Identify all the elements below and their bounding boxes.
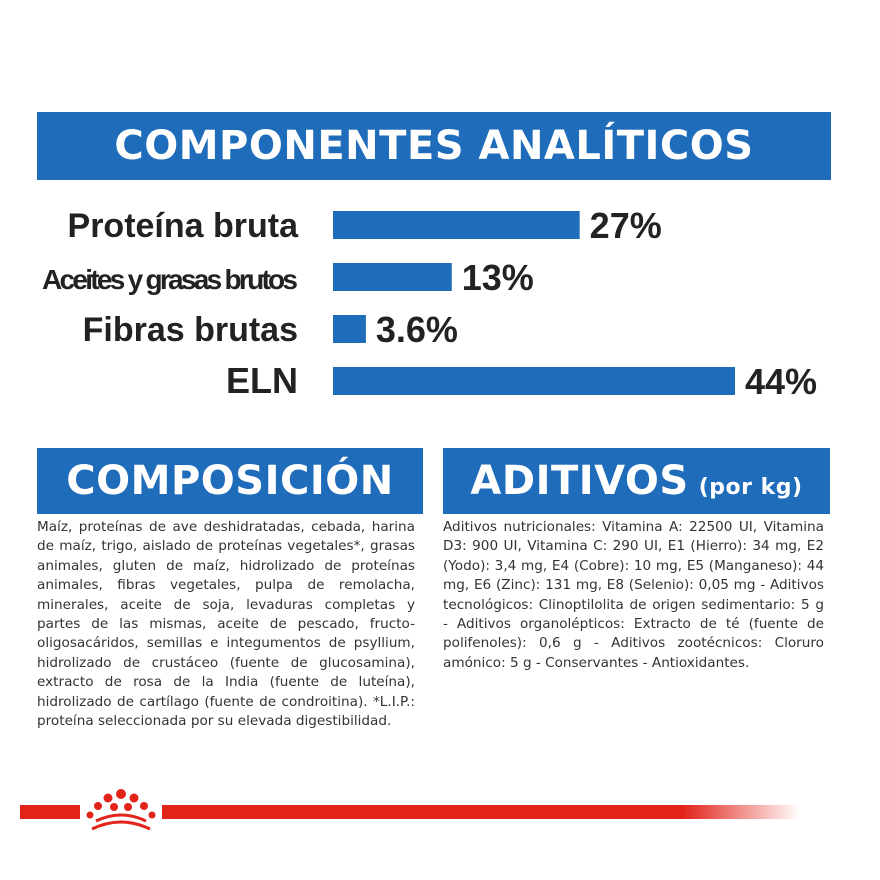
bar <box>333 211 580 239</box>
bar <box>333 315 366 343</box>
category-label: ELN <box>226 360 298 401</box>
additives-subtitle: (por kg) <box>698 474 803 500</box>
additives-text: Aditivos nutricionales: Vitamina A: 22500 UI, Vitamina D3: 900 UI, Vitamina C: 290 UI, E1 (Hierro): 34 mg, E2 (Yodo): 3,4 mg, E4 (Cobre): 10 mg, E5 (Manganeso): 44 mg, E6 (Zinc): 131 mg, E8 (Selenio): 0,05 mg - Aditivos tecnológicos: Clinoptilolita de origen sedimentario: 5 g - Aditivos organolépticos: Extracto de té (fuente de polifenoles): 0,6 g - Aditivos zootécnicos: Cloruro amónico: 5 g - Conservantes - Antioxidantes. <box>443 519 824 671</box>
additives-title: ADITIVOS <box>470 458 689 504</box>
analytical-components-title: COMPONENTES ANALÍTICOS <box>114 123 754 169</box>
analytical-components-banner <box>37 112 831 180</box>
value-label: 13% <box>461 257 534 298</box>
composition-banner <box>37 448 423 514</box>
value-label: 3.6% <box>375 309 458 350</box>
category-label: Proteína bruta <box>67 207 298 245</box>
value-label: 27% <box>589 205 662 246</box>
analytical-components-chart <box>0 195 880 410</box>
composition-text: Maíz, proteínas de ave deshidratadas, cebada, harina de maíz, trigo, aislado de proteínas vegetales*, grasas animales, gluten de maíz, hidrolizado de proteínas animales, fibras vegetales, pulpa de remolacha, minerales, aceite de soja, levaduras completas y partes de las mismas, aceite de pescado, fructo-oligosacáridos, semillas e integumentos de psyllium, hidrolizado de crustáceo (fuente de glucosamina), extracto de rosa de la India (fuente de luteína), hidrolizado de cartílago (fuente de condroitina). *L.I.P.: proteína seleccionada por su elevada digestibilidad. <box>37 519 415 730</box>
category-label: Fibras brutas <box>82 311 298 349</box>
composition-title: COMPOSICIÓN <box>66 458 394 504</box>
royal-crown-icon <box>80 785 162 835</box>
additives-banner <box>443 448 830 514</box>
category-label: Aceites y grasas brutos <box>42 264 298 295</box>
bar <box>333 263 452 291</box>
value-label: 44% <box>745 361 818 402</box>
bar <box>333 367 735 395</box>
